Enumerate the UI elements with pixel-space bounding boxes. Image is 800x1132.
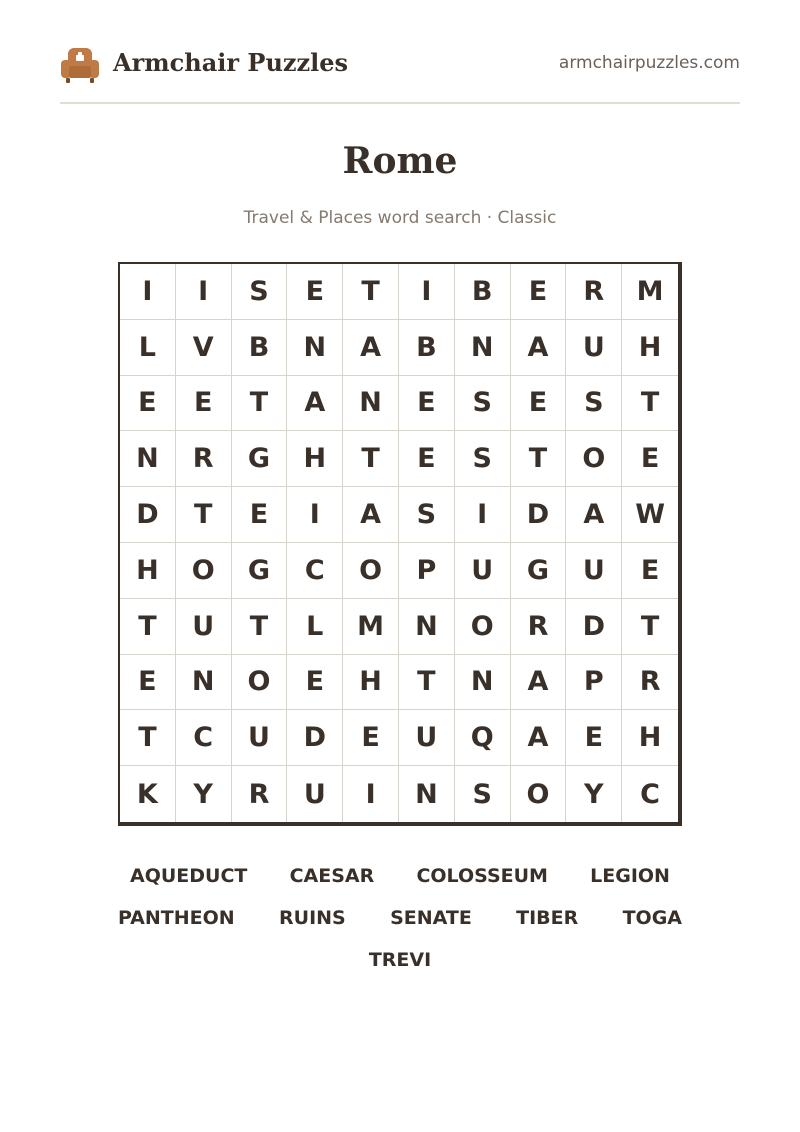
grid-cell: E (399, 376, 455, 432)
grid-cell: S (399, 487, 455, 543)
grid-cell: N (455, 320, 511, 376)
grid-cell: A (511, 655, 567, 711)
grid-cell: A (511, 320, 567, 376)
grid-cell: O (455, 599, 511, 655)
grid-cell: A (511, 710, 567, 766)
word-list-row (118, 855, 682, 897)
grid-cell: D (566, 599, 622, 655)
grid-cell: G (232, 543, 288, 599)
grid-cell: T (622, 376, 678, 432)
word-item: CAESAR (289, 865, 375, 887)
grid-cell: U (176, 599, 232, 655)
grid-cell: E (399, 431, 455, 487)
grid-cell: K (120, 766, 176, 822)
grid-cell: N (176, 655, 232, 711)
grid-cell: T (399, 655, 455, 711)
word-item: PANTHEON (118, 907, 235, 929)
grid-cell: I (176, 264, 232, 320)
grid-cell: H (622, 710, 678, 766)
grid-cell: M (343, 599, 399, 655)
word-item: RUINS (279, 907, 346, 929)
grid-cell: B (399, 320, 455, 376)
grid-cell: T (120, 710, 176, 766)
grid-cell: H (287, 431, 343, 487)
grid-cell: W (622, 487, 678, 543)
grid-cell: N (399, 599, 455, 655)
grid-cell: R (232, 766, 288, 822)
grid-cell: E (287, 655, 343, 711)
grid-cell: M (622, 264, 678, 320)
grid-cell: I (287, 487, 343, 543)
grid-cell: S (232, 264, 288, 320)
grid-cell: A (566, 487, 622, 543)
grid-cell: T (232, 376, 288, 432)
grid-cell: S (455, 376, 511, 432)
grid-cell: R (176, 431, 232, 487)
word-item: TOGA (622, 907, 682, 929)
grid-cell: D (120, 487, 176, 543)
grid-cell: C (287, 543, 343, 599)
grid-cell: R (566, 264, 622, 320)
grid-cell: U (455, 543, 511, 599)
grid-cell: I (399, 264, 455, 320)
grid-cell: C (176, 710, 232, 766)
grid-cell: E (511, 264, 567, 320)
grid-cell: T (176, 487, 232, 543)
grid-cell: E (120, 376, 176, 432)
grid-cell: G (232, 431, 288, 487)
grid-cell: E (343, 710, 399, 766)
grid-cell: O (566, 431, 622, 487)
grid-cell: P (399, 543, 455, 599)
grid-cell: P (566, 655, 622, 711)
grid-cell: N (343, 376, 399, 432)
word-list-row (118, 939, 682, 981)
grid-cell: R (622, 655, 678, 711)
letter-grid (118, 262, 682, 826)
grid-cell: Y (176, 766, 232, 822)
grid-cell: G (511, 543, 567, 599)
grid-cell: T (232, 599, 288, 655)
grid-cell: O (343, 543, 399, 599)
grid-cell: S (455, 431, 511, 487)
grid-cell: C (640, 778, 660, 810)
grid-cell: A (287, 376, 343, 432)
grid-cell: R (511, 599, 567, 655)
word-item: TIBER (516, 907, 579, 929)
word-item: AQUEDUCT (130, 865, 248, 887)
armchair-icon (60, 46, 100, 84)
grid-cell: T (343, 431, 399, 487)
grid-cell: Q (455, 710, 511, 766)
grid-cell: U (287, 766, 343, 822)
grid-cell: E (176, 376, 232, 432)
grid-cell: I (343, 766, 399, 822)
grid-cell: O (176, 543, 232, 599)
word-list (118, 855, 682, 981)
grid-cell: U (566, 543, 622, 599)
word-item: SENATE (390, 907, 472, 929)
grid-cell: I (120, 264, 176, 320)
grid-cell: B (455, 264, 511, 320)
grid-cell: Y (566, 766, 622, 822)
grid-cell: N (455, 655, 511, 711)
grid-cell: V (176, 320, 232, 376)
grid-cell: U (399, 710, 455, 766)
grid-cell: L (287, 599, 343, 655)
grid-cell: T (511, 431, 567, 487)
puzzle-title: Rome (342, 140, 458, 182)
grid-cell: L (120, 320, 176, 376)
word-item: LEGION (590, 865, 670, 887)
grid-cell: T (343, 264, 399, 320)
grid-cell: N (120, 431, 176, 487)
grid-cell: U (566, 320, 622, 376)
word-item: COLOSSEUM (416, 865, 548, 887)
grid-cell: B (232, 320, 288, 376)
word-list-row (118, 897, 682, 939)
site-header (60, 40, 740, 90)
grid-cell: H (622, 320, 678, 376)
puzzle-subtitle: Travel & Places word search · Classic (243, 208, 557, 228)
grid-cell: D (287, 710, 343, 766)
grid-cell: E (622, 431, 678, 487)
grid-cell: A (343, 320, 399, 376)
site-url[interactable]: armchairpuzzles.com (558, 53, 740, 73)
grid-cell: H (120, 543, 176, 599)
grid-cell: E (232, 487, 288, 543)
grid-cell: T (120, 599, 176, 655)
grid-cell: E (287, 264, 343, 320)
grid-cell: O (232, 655, 288, 711)
grid-cell: U (232, 710, 288, 766)
brand-name: Armchair Puzzles (113, 48, 349, 77)
grid-cell: E (120, 655, 176, 711)
grid-cell: A (343, 487, 399, 543)
grid-cell: E (566, 710, 622, 766)
grid-cell: T (622, 599, 678, 655)
grid-cell: S (566, 376, 622, 432)
header-divider (60, 102, 740, 104)
word-item: TREVI (368, 949, 432, 971)
grid-cell: N (399, 766, 455, 822)
grid-cell: D (511, 487, 567, 543)
grid-cell: N (287, 320, 343, 376)
grid-cell: E (511, 376, 567, 432)
grid-cell: S (455, 766, 511, 822)
grid-cell: E (622, 543, 678, 599)
grid-cell: H (343, 655, 399, 711)
grid-cell: I (455, 487, 511, 543)
grid-cell: O (511, 766, 567, 822)
